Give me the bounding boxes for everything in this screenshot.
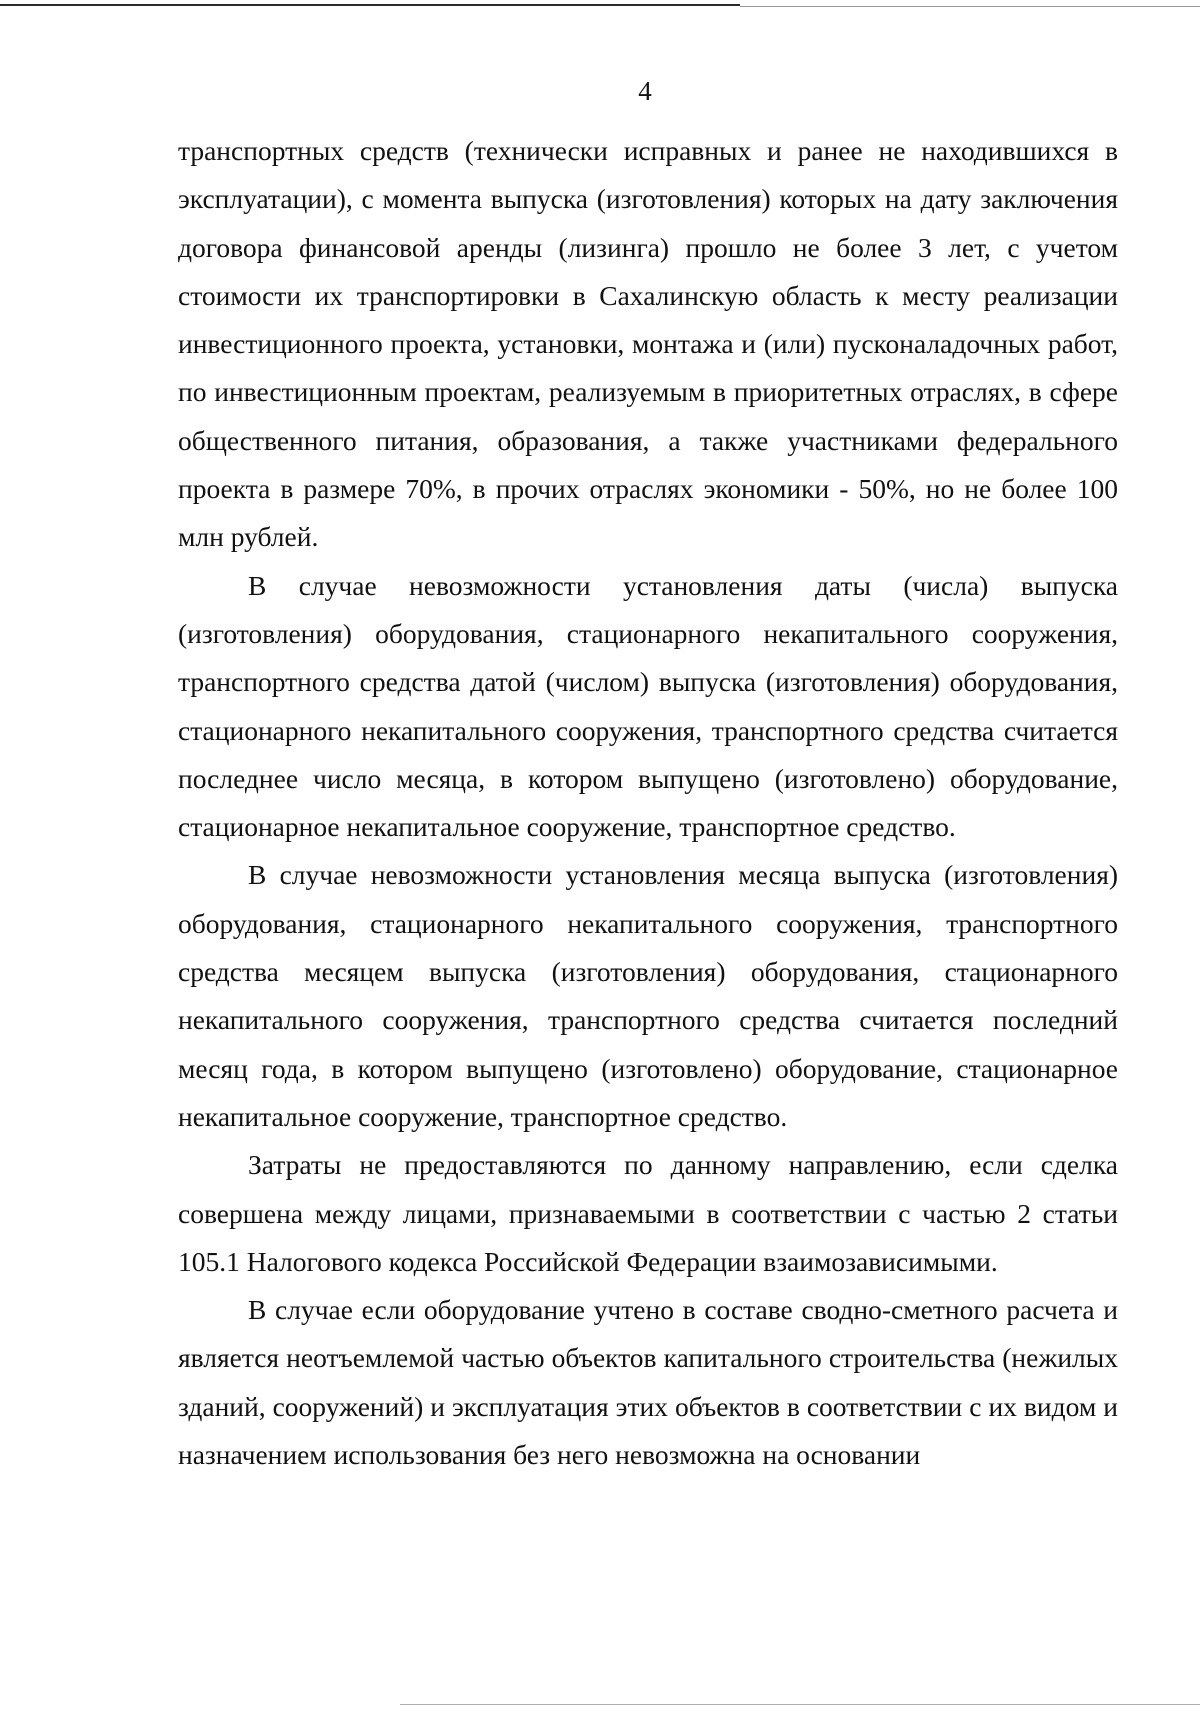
paragraph-1-continued: транспортных средств (технически исправных и ранее не находившихся в эксплуатации), с момента выпуска (изготовления) которых на дату заключения договора финансовой аренды (лизинга) прошло не более 3 лет, с учетом стоимости их транспортировки в Сахалинскую область к месту реализации инвестиционного проекта, установки, монтажа и (или) пусконаладочных работ, по инвестиционным проектам, реализуемым в приоритетных отраслях, в сфере общественного питания, образования, а также участниками федерального проекта в размере 70%, в прочих отраслях экономики - 50%, но не более 100 млн рублей. [178,135,1118,553]
scan-edge-line-top [0,4,740,6]
scan-edge-line-top-thin [740,6,1200,7]
paragraph-3: В случае невозможности установления месяца выпуска (изготовления) оборудования, стационарного некапитального сооружения, транспортного средства месяцем выпуска (изготовления) оборудования, стационарного некапитального сооружения, транспортного средства считается последний месяц года, в котором выпущено (изготовлено) оборудование, стационарное некапитальное сооружение, транспортное средство. [178,859,1118,1132]
page-number: 4 [638,76,652,106]
paragraph-2: В случае невозможности установления даты (числа) выпуска (изготовления) оборудования, стационарного некапитального сооружения, транспортного средства датой (числом) выпуска (изготовления) оборудования, стационарного некапитального сооружения, транспортного средства считается последнее число месяца, в котором выпущено (изготовлено) оборудование, стационарное некапитальное сооружение, транспортное средство. [178,569,1118,843]
paragraph-4: Затраты не предоставляются по данному направлению, если сделка совершена между лицами, признаваемыми в соответствии с частью 2 статьи 105.1 Налогового кодекса Российской Федерации взаимозависимыми. [178,1149,1118,1277]
scan-edge-line-bottom [400,1704,1200,1705]
document-body [178,127,1118,1479]
paragraph-5: В случае если оборудование учтено в составе сводно-сметного расчета и является неотъемлемой частью объектов капитального строительства (нежилых зданий, сооружений) и эксплуатация этих объектов в соответствии с их видом и назначением использования без него невозможна на основании [178,1294,1118,1471]
